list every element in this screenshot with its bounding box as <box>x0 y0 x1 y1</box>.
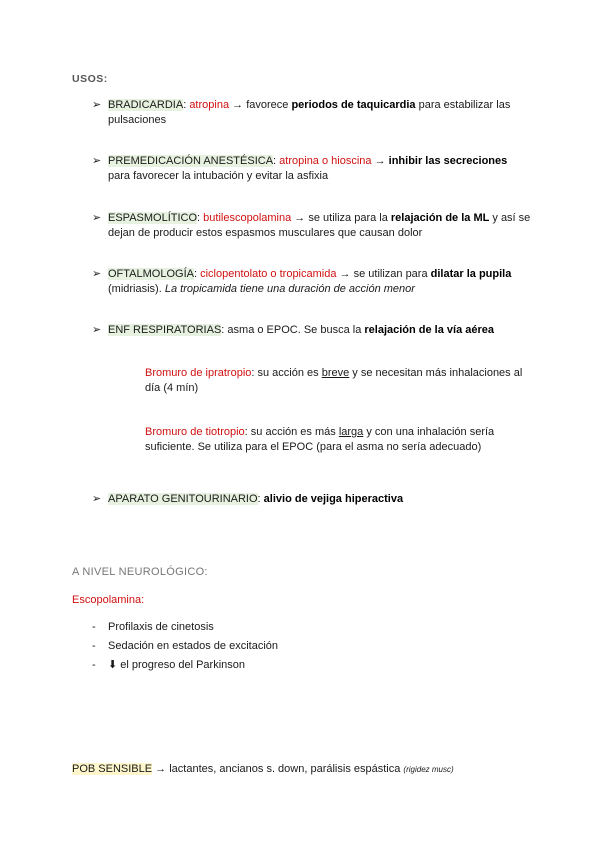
sub-item-ipratropio <box>145 366 530 396</box>
text-italic: La tropicamida tiene una duración de acción menor <box>164 283 415 295</box>
uso-text <box>108 154 532 184</box>
uso-item-genitourinario <box>92 492 532 507</box>
arrow-bullet-icon: ➢ <box>92 324 102 336</box>
uso-item-respiratorias <box>92 323 532 338</box>
uso-text <box>108 98 532 128</box>
text-post: para estabilizar las pulsaciones <box>108 99 511 126</box>
text-bold: inhibir las secreciones <box>388 155 508 167</box>
uso-label: PREMEDICACIÓN ANESTÉSICA <box>108 155 274 167</box>
drug-name: Bromuro de tiotropio <box>145 426 245 438</box>
drug-name: Bromuro de ipratropio <box>145 367 252 379</box>
uso-item-bradicardia <box>92 98 532 128</box>
arrow-bullet-icon: ➢ <box>92 99 102 111</box>
arrow-bullet-icon: ➢ <box>92 268 102 280</box>
dash-bullet: - <box>92 659 96 671</box>
list-item-text: Sedación en estados de excitación <box>108 640 279 652</box>
uso-label: ENF RESPIRATORIAS <box>108 324 222 336</box>
colon: : <box>141 594 145 606</box>
colon: : <box>193 268 198 280</box>
drug-name: ciclopentolato o tropicamida <box>200 268 337 280</box>
drug-name: atropina o hioscina <box>279 155 372 167</box>
text-underline: larga <box>338 426 364 438</box>
text-pre: se utilizan para <box>353 268 431 280</box>
text-post: para favorecer la intubación y evitar la asfixia <box>108 170 329 182</box>
arrow-text: → <box>152 763 170 775</box>
drug-name: butilescopolamina <box>203 212 292 224</box>
colon: : <box>273 155 277 167</box>
text-pre: asma o EPOC. Se busca la <box>224 324 365 336</box>
drug-name: Escopolamina <box>72 594 142 606</box>
arrow-text: → <box>229 99 247 111</box>
colon: : <box>257 493 261 505</box>
text-post: (midriasis). <box>108 283 165 295</box>
usos-title: USOS: <box>72 73 108 85</box>
arrow-bullet-icon: ➢ <box>92 155 102 167</box>
text-bold: dilatar la pupila <box>430 268 512 280</box>
text-bold: periodos de taquicardia <box>291 99 416 111</box>
dash-bullet: - <box>92 640 96 652</box>
arrow-bullet-icon: ➢ <box>92 493 102 505</box>
pob-sensible-line <box>72 763 454 775</box>
uso-text <box>108 492 532 507</box>
arrow-text: → <box>291 212 309 224</box>
text-post: y con una inhalación sería suficiente. Se utiliza para el EPOC (para el asma no sería adecuado) <box>145 426 495 453</box>
uso-label: ESPASMOLÍTICO <box>108 212 198 224</box>
arrow-bullet-icon: ➢ <box>92 212 102 224</box>
uso-text <box>108 323 532 338</box>
text-pre: favorece <box>246 99 292 111</box>
uso-item-espasmolitico <box>92 211 532 241</box>
arrow-text: → <box>371 155 389 167</box>
text-pre: se utiliza para la <box>308 212 391 224</box>
escopolamina-heading <box>72 594 144 606</box>
uso-item-premedicacion <box>92 154 532 184</box>
pob-text: lactantes, ancianos s. down, parálisis espástica <box>169 763 404 775</box>
drug-name: atropina <box>189 99 230 111</box>
colon: : <box>197 212 201 224</box>
text-pre: : su acción es <box>251 367 322 379</box>
uso-label: APARATO GENITOURINARIO <box>108 493 258 505</box>
text-pre: : su acción es más <box>244 426 339 438</box>
sub-item-tiotropio <box>145 425 530 455</box>
dash-bullet: - <box>92 621 96 633</box>
uso-text <box>108 211 532 241</box>
arrow-text: → <box>336 268 354 280</box>
text-bold: relajación de la vía aérea <box>364 324 495 336</box>
colon: : <box>183 99 187 111</box>
uso-text <box>108 267 532 297</box>
pob-label: POB SENSIBLE <box>72 763 153 775</box>
text-post: y así se dejan de producir estos espasmos musculares que causan dolor <box>108 212 531 239</box>
list-item-text: Profilaxis de cinetosis <box>108 621 214 633</box>
uso-item-oftalmologia <box>92 267 532 297</box>
text-bold: alivio de vejiga hiperactiva <box>260 493 404 505</box>
text-bold: relajación de la ML <box>390 212 490 224</box>
text-post: y se necesitan más inhalaciones al día (4 mín) <box>145 367 523 394</box>
text-underline: breve <box>321 367 350 379</box>
neuro-title: A NIVEL NEUROLÓGICO: <box>72 566 208 578</box>
uso-label: OFTALMOLOGÍA <box>108 268 194 280</box>
list-item-text: ⬇ el progreso del Parkinson <box>108 659 246 671</box>
colon: : <box>221 324 225 336</box>
pob-note: (rigidez musc) <box>403 765 454 774</box>
uso-label: BRADICARDIA <box>108 99 184 111</box>
